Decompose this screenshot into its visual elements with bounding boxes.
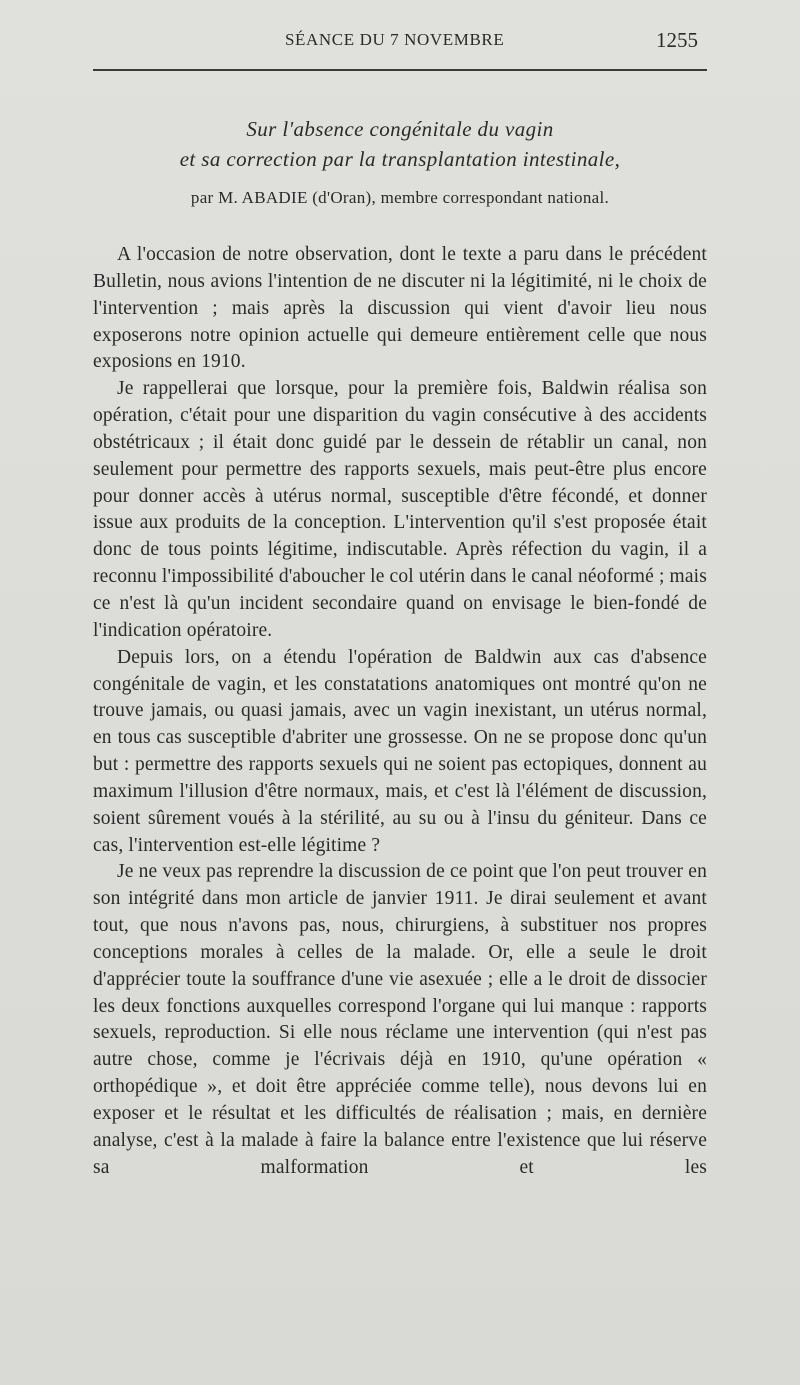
paragraph-4: Je ne veux pas reprendre la discussion de ce point que l'on peut trouver en son intégrité dans mon article de janvier 1911. Je dirai seulement et avant tout, que nous n'avons pas, nous, chirurgiens, à substituer nos propres conceptions morales à celles de la malade. Or, elle a seule le droit d'apprécier toute la souffrance d'une vie asexuée ; elle a le droit de dissocier les deux fonctions auxquelles correspond l'organe qui lui manque : rapports sexuels, reproduction. Si elle nous réclame une intervention (qui n'est pas autre chose, comme je l'écrivais déjà en 1910, qu'une opération « orthopédique », et doit être appréciée comme telle), nous devons lui en exposer et le résultat et les difficultés de réalisation ; mais, en dernière analyse, c'est à la malade à faire la balance entre l'existence que lui réserve sa malformation et les bbox=[93, 861, 707, 1178]
article-title bbox=[93, 114, 707, 174]
paragraph-2: Je rappellerai que lorsque, pour la première fois, Baldwin réalisa son opération, c'était pour une disparition du vagin consécutive à des accidents obstétricaux ; il était donc guidé par le dessein de rétablir un canal, non seulement pour permettre des rapports sexuels, mais peut-être plus encore pour donner accès à utérus normal, susceptible d'être fécondé, et donner issue aux produits de la conception. L'intervention qu'il s'est proposée était donc de tous points légitime, indiscutable. Après réfection du vagin, il a reconnu l'impossibilité d'aboucher le col utérin dans le canal néoformé ; mais ce n'est là qu'un incident secondaire quand on envisage le bien-fondé de l'indication opératoire. bbox=[93, 378, 707, 641]
article-body bbox=[93, 242, 707, 1182]
article-title-line-1: Sur l'absence congénitale du vagin bbox=[246, 117, 554, 141]
header-rule bbox=[93, 69, 707, 71]
article-title-line-2: et sa correction par la transplantation intestinale, bbox=[179, 147, 621, 171]
paragraph-3: Depuis lors, on a étendu l'opération de Baldwin aux cas d'absence congénitale de vagin, et les constatations anatomiques ont montré qu'on ne trouve jamais, ou quasi jamais, avec un vagin inexistant, un utérus normal, en tous cas susceptible d'abriter une grossesse. On ne se propose donc qu'un but : permettre des rapports sexuels qui ne soient pas ectopiques, donnent au maximum l'illusion d'être normaux, mais, et c'est là l'élément de discussion, soient sûrement voués à la stérilité, au su ou à l'insu du géniteur. Dans ce cas, l'intervention est-elle légitime ? bbox=[93, 646, 707, 856]
paragraph-1: A l'occasion de notre observation, dont le texte a paru dans le précédent Bulletin, nous avions l'intention de ne discuter ni la légitimité, ni le choix de l'intervention ; mais après la discussion qui vient d'avoir lieu nous exposerons notre opinion actuelle qui demeure entièrement celle que nous exposions en 1910. bbox=[93, 244, 707, 373]
page-number: 1255 bbox=[656, 28, 698, 52]
author-byline: par M. ABADIE (d'Oran), membre correspondant national. bbox=[190, 188, 610, 207]
running-title: SÉANCE DU 7 NOVEMBRE bbox=[285, 30, 505, 49]
running-header bbox=[0, 28, 800, 58]
